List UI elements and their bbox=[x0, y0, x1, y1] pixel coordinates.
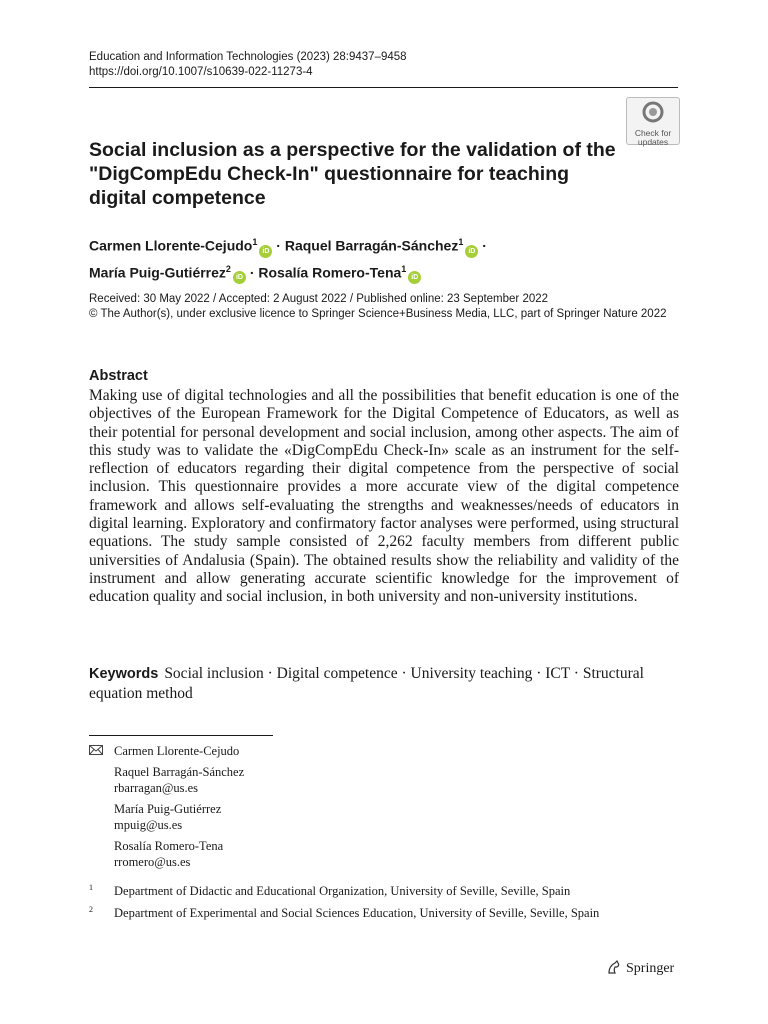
affiliation-entry bbox=[89, 905, 679, 921]
copyright-line: © The Author(s), under exclusive licence to Springer Science+Business Media, LLC, part of Springer Nature 2022 bbox=[89, 308, 667, 320]
author-separator: · bbox=[276, 237, 281, 254]
contact-email[interactable]: rromero@us.es bbox=[114, 855, 191, 869]
badge-line-2: updates bbox=[637, 136, 669, 147]
keywords-text: Social inclusion · Digital competence · University teaching · ICT · Structural equation method bbox=[89, 665, 644, 702]
affiliation-number: 2 bbox=[89, 905, 93, 914]
orcid-icon[interactable]: iD bbox=[465, 245, 478, 258]
journal-header bbox=[89, 50, 407, 80]
header-rule bbox=[89, 87, 678, 88]
orcid-icon[interactable]: iD bbox=[259, 245, 272, 258]
keywords-block bbox=[89, 664, 679, 703]
check-for-updates-badge[interactable] bbox=[626, 97, 680, 145]
contact-email[interactable]: mpuig@us.es bbox=[114, 818, 183, 832]
dates-line: Received: 30 May 2022 / Accepted: 2 August 2022 / Published online: 23 September 2022 bbox=[89, 293, 549, 305]
keywords-label: Keywords bbox=[89, 666, 159, 682]
doi-link[interactable]: https://doi.org/10.1007/s10639-022-11273-4 bbox=[89, 66, 313, 78]
orcid-icon[interactable]: iD bbox=[408, 271, 421, 284]
author-separator: · bbox=[482, 237, 487, 254]
contact-name: Rosalía Romero-Tena bbox=[114, 839, 224, 853]
orcid-icon[interactable]: iD bbox=[233, 271, 246, 284]
badge-line-1: Check for bbox=[634, 128, 672, 138]
envelope-icon bbox=[89, 744, 103, 756]
publisher-name: Springer bbox=[626, 961, 675, 976]
affiliation-text: Department of Experimental and Social Sciences Education, University of Seville, Seville, Spain bbox=[114, 906, 600, 920]
abstract-heading: Abstract bbox=[89, 368, 148, 384]
contact-name: Raquel Barragán-Sánchez bbox=[114, 765, 245, 779]
author-affiliation-mark: 1 bbox=[252, 237, 258, 247]
author-list bbox=[89, 231, 669, 284]
affiliation-number: 1 bbox=[89, 883, 93, 892]
contact-list bbox=[114, 743, 244, 875]
footnote-rule bbox=[89, 735, 273, 736]
springer-logo bbox=[606, 959, 674, 977]
contact-entry bbox=[114, 801, 244, 833]
check-updates-icon bbox=[642, 101, 664, 123]
author-affiliation-mark: 2 bbox=[225, 263, 231, 274]
publication-history bbox=[89, 292, 679, 322]
contact-email[interactable]: rbarragan@us.es bbox=[114, 781, 199, 795]
author-affiliation-mark: 1 bbox=[401, 263, 407, 274]
contact-entry bbox=[114, 764, 244, 796]
author-name[interactable]: Rosalía Romero-Tena bbox=[258, 264, 402, 281]
author-name[interactable]: Carmen Llorente-Cejudo bbox=[89, 237, 253, 254]
affiliation-text: Department of Didactic and Educational Organization, University of Seville, Seville, Spain bbox=[114, 884, 571, 898]
springer-horse-icon bbox=[606, 959, 622, 975]
journal-citation: Education and Information Technologies (2023) 28:9437–9458 bbox=[89, 51, 407, 63]
abstract-text: Making use of digital technologies and all the possibilities that benefit education is one of the objectives of the European Framework for the Digital Competence of Educators, as well as their potential for personal development and social inclusion, among other aspects. The aim of this study was to validate the «DigCompEdu Check-In» scale as an instrument for the self-reflection of educators regarding their digital competence from the perspective of social inclusion. This questionnaire provides a more accurate view of the digital competence framework and allows self-evaluating the strengths and weaknesses/needs of educators in digital learning. Exploratory and confirmatory factor analyses were performed, using structural equations. The study sample consisted of 2,262 faculty members from different public universities of Andalusia (Spain). The obtained results show the reliability and validity of the instrument and allow generating accurate scientific knowledge for the improvement of education quality and social inclusion, in both university and non-university institutions. bbox=[89, 387, 679, 606]
contact-entry bbox=[114, 838, 244, 870]
corresponding-author: Carmen Llorente-Cejudo bbox=[114, 744, 240, 758]
author-separator: · bbox=[249, 264, 255, 281]
author-affiliation-mark: 1 bbox=[458, 237, 464, 247]
paper-title: Social inclusion as a perspective for the validation of the "DigCompEdu Check-In" questionnaire for teaching digital competence bbox=[89, 139, 616, 209]
author-name[interactable]: Raquel Barragán-Sánchez bbox=[284, 237, 459, 254]
contact-name: María Puig-Gutiérrez bbox=[114, 802, 222, 816]
affiliation-entry bbox=[89, 883, 679, 899]
author-name[interactable]: María Puig-Gutiérrez bbox=[89, 264, 226, 281]
